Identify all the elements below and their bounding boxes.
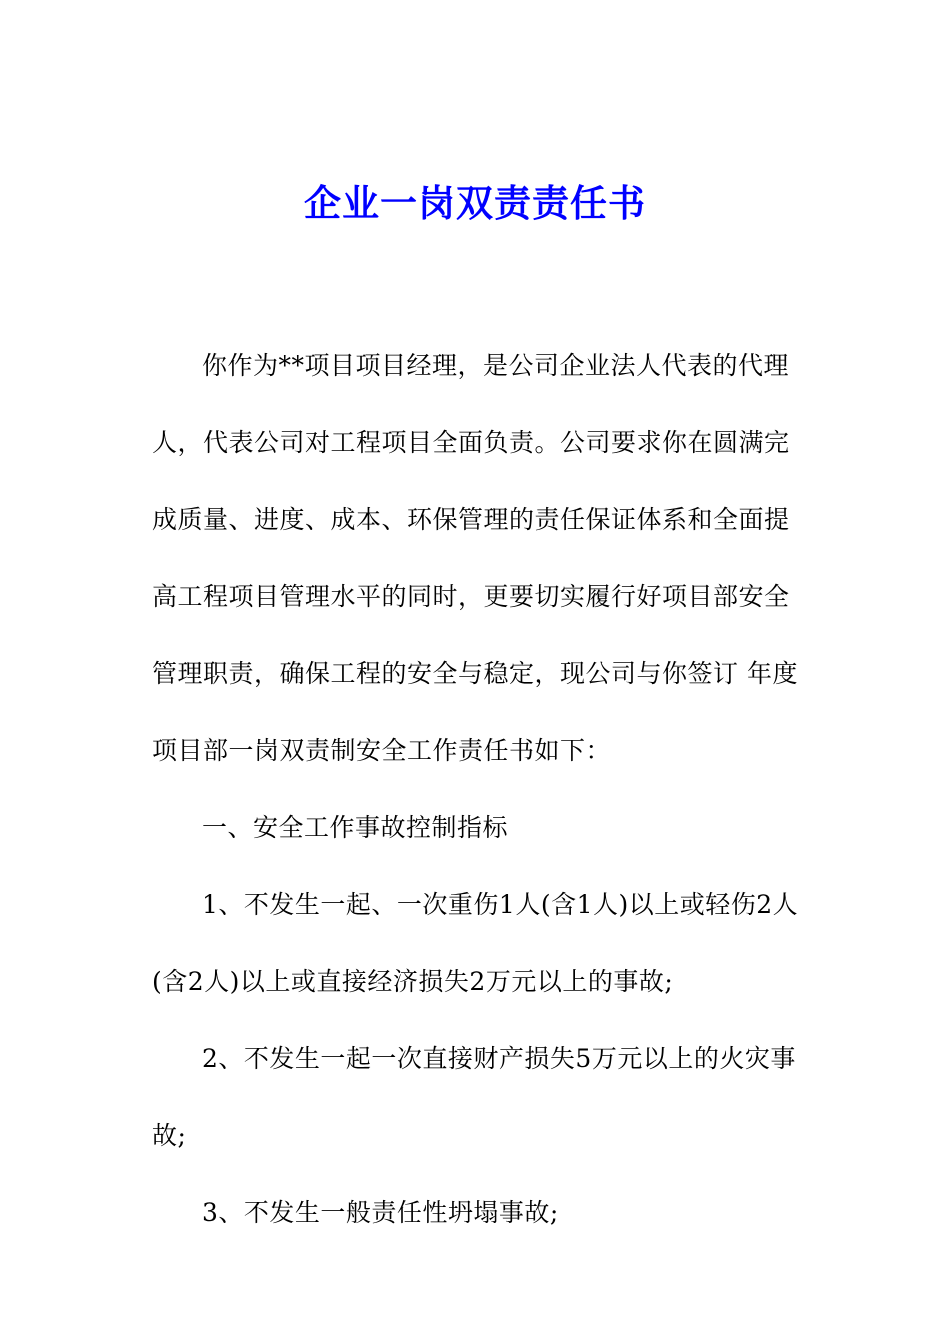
- paragraph-intro: 你作为**项目项目经理，是公司企业法人代表的代理人，代表公司对工程项目全面负责。公司要求你在圆满完成质量、进度、成本、环保管理的责任保证体系和全面提高工程项目管理水平的同时，更要切实履行好项目部安全管理职责，确保工程的安全与稳定，现公司与你签订 年度项目部一岗双责制安全工作责任书如下：: [152, 351, 798, 765]
- list-item: 2、不发生一起一次直接财产损失5万元以上的火灾事故;: [152, 1044, 796, 1150]
- document-title: 企业一岗双责责任书: [304, 182, 646, 225]
- list-item: 1、不发生一起、一次重伤1人(含1人)以上或轻伤2人(含2人)以上或直接经济损失2万元以上的事故;: [152, 890, 799, 996]
- list-item: 3、不发生一般责任性坍塌事故;: [202, 1198, 559, 1227]
- document-body: [152, 327, 812, 1251]
- section-heading: 一、安全工作事故控制指标: [202, 813, 509, 842]
